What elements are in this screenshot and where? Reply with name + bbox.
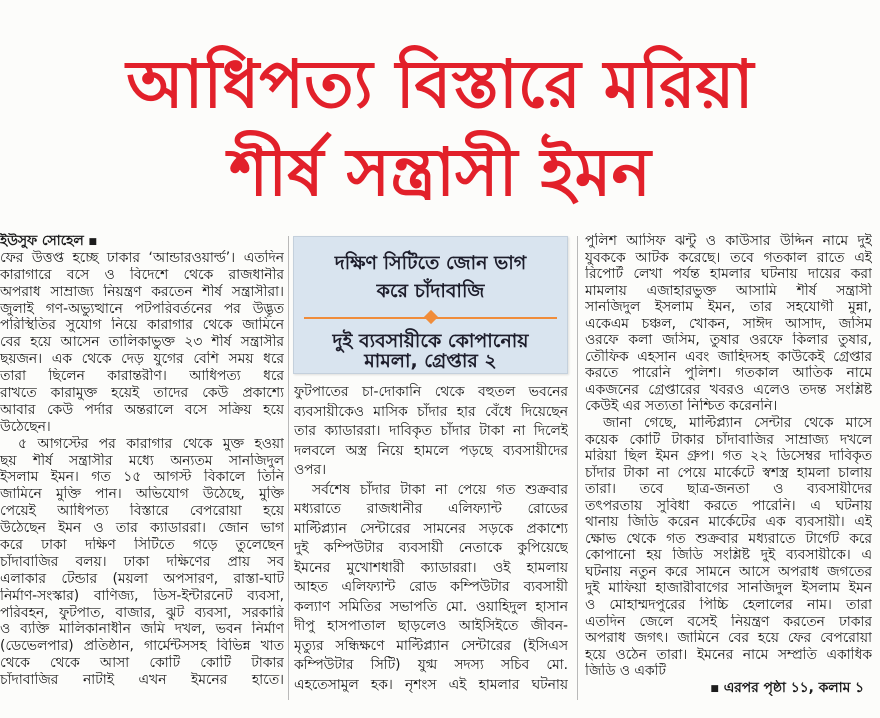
text-line: রিপোর্ট লেখা পর্যন্ত হামলার ঘটনায় দায়ের করা bbox=[585, 266, 872, 283]
text-line: অপরাধ জগৎ। জামিনে বের হয়ে ফের বেপরোয়া bbox=[585, 630, 872, 647]
text-line: এতদিন জেলে বসেই নিয়ন্ত্রণ করতেন ঢাকার bbox=[585, 613, 872, 630]
text-line: ৫ আগস্টের পর কারাগার থেকে মুক্ত হওয়া bbox=[18, 435, 284, 452]
square-bullet-icon: ■ bbox=[88, 237, 98, 247]
text-line: বের হয়ে আসেন তালিকাভুক্ত ২৩ শীর্ষ সন্ত্রাসীর bbox=[0, 334, 284, 351]
text-line: তৎপরতায় সুবিধা করতে পারেনি। এ ঘটনায় bbox=[585, 497, 872, 514]
text-line: যুবককে আটক করেছে। তবে গতকাল রাতে এই bbox=[585, 249, 872, 266]
text-line: করতে পারেনি পুলিশ। গতকাল আতিক নামে bbox=[585, 365, 872, 382]
highlight-box-line-2: করে চাঁদাবাজি bbox=[376, 280, 485, 302]
text-line: তারা ছিলেন কারান্তরীণ। আধিপত্য ধরে bbox=[0, 368, 284, 385]
byline-name: ইউসুফ সোহেল bbox=[0, 233, 84, 249]
column-divider bbox=[288, 236, 289, 700]
square-bullet-icon: ■ bbox=[710, 683, 719, 694]
text-line: চাঁদার টাকা না পেয়ে মার্কেটে স্বশস্ত্র হামলা চালায় bbox=[585, 464, 872, 481]
text-line: মধ্যরাতে রাজধানীর এলিফ্যান্ট রোডের bbox=[294, 501, 568, 517]
text-line: উঠেছেন। bbox=[0, 418, 51, 435]
text-line: মামলায় এজাহারভুক্ত আসামি শীর্ষ সন্ত্রাসী bbox=[585, 282, 872, 299]
highlight-box-line-3: দুই ব্যবসায়ীকে কোপানোয় bbox=[332, 330, 529, 352]
text-line: আবার কেউ পর্দার অন্তরালে বসে সক্রিয় হয়ে bbox=[0, 401, 284, 418]
text-line: থেকে থেকে আসা কোটি কোটি টাকার bbox=[0, 655, 284, 672]
text-line: ও ব্যক্তি মালিকানাধীন জমি দখল, ভবন নির্মাণ bbox=[0, 621, 284, 638]
text-line: সানজিদুল ইসলাম ইমন, তার সহযোগী মুন্না, bbox=[585, 299, 872, 316]
article-column-middle bbox=[294, 383, 568, 695]
text-line: (ডেভেলপার) প্রতিষ্ঠান, গার্মেন্টসসহ বিভিন্ন খাত bbox=[0, 638, 284, 655]
text-line: হয়ে ওঠেন তারা। ইমনের নামে সম্প্রতি একাধিক bbox=[585, 646, 872, 663]
text-line: নির্মাণ-সংস্কার) বাণিজ্য, ডিস-ইন্টারনেট ব্যবসা, bbox=[0, 587, 284, 604]
text-line: ওপর। bbox=[294, 462, 327, 478]
text-line: তার ক্যাডাররা। দাবিকৃত চাঁদার টাকা না দিলেই bbox=[294, 423, 568, 439]
text-line: চাঁদাবাজির নাটাই এখন ইমনের হাতে। bbox=[0, 672, 284, 689]
text-line: জানা গেছে, মাল্টিপ্ল্যান সেন্টার থেকে মাসে bbox=[603, 415, 872, 432]
text-line: জুলাই গণ-অভ্যুত্থানে পটপরিবর্তনের পর উদ্ভূত bbox=[0, 300, 284, 317]
text-line: ও মোহাম্মদপুরের পিচ্চি হেলালের নাম। তারা bbox=[585, 597, 872, 614]
text-line: পরিস্থিতির সুযোগ নিয়ে কারাগার থেকে জামিনে bbox=[0, 317, 284, 334]
text-line: কল্যাণ সমিতির সভাপতি মো. ওয়াহিদুল হাসান bbox=[294, 598, 568, 615]
text-line: কোপানো হয় জিডি সংশ্লিষ্ট দুই ব্যবসায়ীকে। এ bbox=[585, 547, 872, 564]
text-line: মরিয়া ছিল ইমন গ্রুপ। গত ২২ ডিসেম্বর দাবিকৃত bbox=[585, 448, 872, 465]
text-line: ঘটনায় নতুন করে সামনে আসে অপরাধ জগতের bbox=[585, 563, 872, 580]
text-line: এহতেসামুল হক। নৃশংস এই হামলার ঘটনায় bbox=[294, 676, 568, 693]
continuation-note bbox=[585, 680, 872, 697]
byline bbox=[0, 233, 284, 250]
text-line: অপরাধ সাম্রাজ্য নিয়ন্ত্রণ করতেন শীর্ষ সন্ত্রাসীরা। bbox=[0, 283, 284, 300]
text-line: ফুটপাতের চা-দোকানি থেকে বহুতল ভবনের bbox=[294, 384, 568, 400]
text-line: কম্পিউটার সিটি) যুগ্ম সদস্য সচিব মো. bbox=[294, 657, 568, 673]
text-line: জামিনে মুক্তি পান। অভিযোগ উঠেছে, মুক্তি bbox=[0, 486, 284, 503]
text-line: ব্যবসায়ীকেও মাসিক চাঁদার হার বেঁধে দিয়েছেন bbox=[294, 403, 568, 420]
text-line: ছয়জন। এক থেকে দেড় যুগের বেশি সময় ধরে bbox=[0, 351, 284, 368]
highlight-box bbox=[293, 236, 568, 374]
text-line: উঠেছেন ইমন ও তার ক্যাডাররা। জোন ভাগ bbox=[0, 520, 284, 537]
column-divider bbox=[577, 236, 578, 700]
text-line: পেয়েই আধিপত্য বিস্তারে বেপরোয়া হয়ে bbox=[0, 503, 284, 520]
text-line: কারাগারে বসে ও বিদেশে থেকে রাজধানীর bbox=[0, 266, 284, 283]
text-line: একজনের গ্রেপ্তারের খবরও এলেও তদন্ত সংশ্লিষ্ট bbox=[585, 381, 872, 398]
text-line: রাখতে কারামুক্ত হয়েই তাদের কেউ প্রকাশ্যে bbox=[0, 385, 284, 402]
text-line: পুলিশ আসিফ ঝন্টু ও কাউসার উদ্দিন নামে দুই bbox=[585, 233, 872, 249]
headline bbox=[0, 41, 880, 217]
headline-line-2: শীর্ষ সন্ত্রাসী ইমন bbox=[229, 134, 651, 211]
highlight-box-line-4: মামলা, গ্রেপ্তার ২ bbox=[364, 350, 497, 372]
text-line: করে ঢাকা দক্ষিণ সিটিতে গড়ে তুলেছেন bbox=[0, 537, 284, 554]
text-line: মৃত্যুর সন্ধিক্ষণে মাল্টিপ্ল্যান সেন্টারের (ইসিএস bbox=[294, 637, 568, 654]
text-line: ফের উত্তপ্ত হচ্ছে ঢাকার ‘আন্ডারওয়ার্ল্ড’। এতদিন bbox=[0, 249, 284, 266]
text-line: জিডি ও একটি bbox=[585, 663, 666, 680]
text-line: ক্ষোভ থেকে গত শুক্রবার মধ্যরাতে টার্গেট করে bbox=[585, 530, 872, 547]
text-line: এলাকার টেন্ডার (ময়লা অপসারণ, রাস্তা-ঘাট bbox=[0, 570, 284, 587]
text-line: কেউই এর সত্যতা নিশ্চিত করেননি। bbox=[585, 398, 778, 415]
text-line: দুই কম্পিউটার ব্যবসায়ী নেতাকে কুপিয়েছে bbox=[294, 540, 568, 556]
text-line: ওরফে কলা জসিম, তুষার ওরফে কিলার তুষার, bbox=[585, 332, 872, 349]
text-line: সর্বশেষ চাঁদার টাকা না পেয়ে গত শুক্রবার bbox=[312, 481, 568, 498]
text-line: পরিবহন, ফুটপাত, বাজার, ঝুট ব্যবসা, সরকারি bbox=[0, 604, 284, 621]
continuation-text: এরপর পৃষ্ঠা ১১, কলাম ১ bbox=[723, 679, 864, 696]
text-line: কয়েক কোটি টাকার চাঁদাবাজির সাম্রাজ্য দখলে bbox=[585, 431, 872, 448]
text-line: তৌফিক এহসান এবং জাহিদসহ কাউকেই গ্রেপ্তার bbox=[585, 348, 872, 365]
headline-line-1: আধিপত্য বিস্তারে মরিয়া bbox=[126, 46, 754, 123]
text-line: ইমনের মুখোশধারী ক্যাডাররা। ওই হামলায় bbox=[294, 559, 568, 576]
text-line: থানায় জিডি করেন মার্কেটের এক ব্যবসায়ী। এই bbox=[585, 514, 872, 531]
highlight-box-line-1: দক্ষিণ সিটিতে জোন ভাগ bbox=[334, 252, 527, 274]
text-line: মাল্টিপ্ল্যান সেন্টারের সামনের সড়কে প্রকাশ্যে bbox=[294, 520, 568, 537]
text-line: দলবলে অস্ত্র নিয়ে হামলে পড়ছে ব্যবসায়ীদের bbox=[294, 442, 568, 459]
text-line: দুই মাফিয়া হাজারীবাগের সানজিদুল ইসলাম ইমন bbox=[585, 580, 872, 597]
diamond-separator-icon bbox=[423, 310, 437, 324]
text-line: ইসলাম ইমন। গত ১৫ আগস্ট বিকালে তিনি bbox=[0, 469, 284, 486]
text-line: দীপু হাসপাতাল ছাড়লেও আইসিইতে জীবন- bbox=[294, 618, 568, 634]
text-line: তারা। তবে ছাত্র-জনতা ও ব্যবসায়ীদের bbox=[585, 481, 872, 498]
article-column-right bbox=[585, 233, 872, 696]
text-line: একেএম চঞ্চল, খোকন, সাঈদ আসাদ, জসিম bbox=[585, 315, 872, 332]
text-line: আহত এলিফ্যান্ট রোড কম্পিউটার ব্যবসায়ী bbox=[294, 579, 568, 595]
text-line: চাঁদাবাজির বলয়। ঢাকা দক্ষিণের প্রায় সব bbox=[0, 553, 284, 570]
article-column-left bbox=[0, 233, 284, 689]
text-line: ছয় শীর্ষ সন্ত্রাসীর মধ্যে অন্যতম সানজিদুল bbox=[0, 452, 284, 469]
